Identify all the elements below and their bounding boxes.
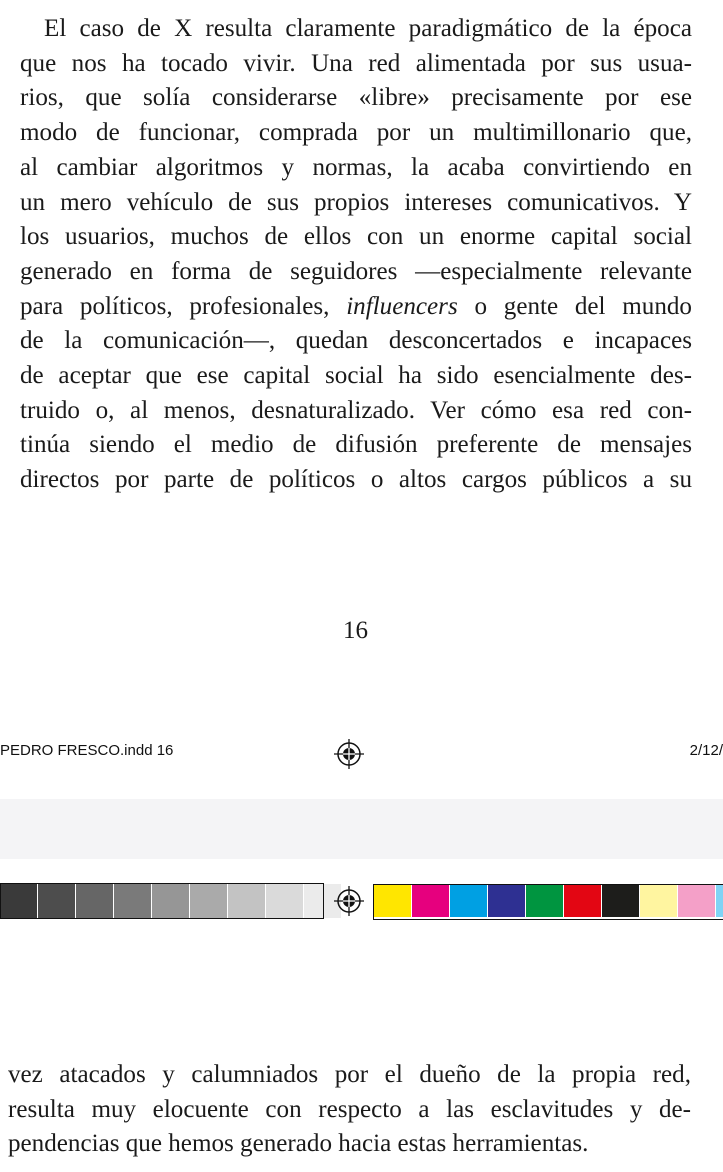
slug-date: 2/12/: [689, 742, 723, 759]
gray-swatch: [0, 884, 38, 918]
color-swatch: [488, 885, 526, 917]
text-line: El caso de X resulta claramente paradigmático de la época: [44, 15, 692, 42]
text-line: de la comunicación—, quedan desconcertados e incapaces: [20, 327, 692, 355]
gray-swatch: [266, 884, 304, 918]
page-gap: [0, 799, 723, 859]
grayscale-control-strip: [0, 884, 342, 918]
color-swatch: [564, 885, 602, 917]
slug-file-name: PEDRO FRESCO.indd 16: [0, 742, 174, 759]
text-line-with-italic: [20, 290, 692, 325]
color-swatch: [374, 885, 412, 917]
text-line: directos por parte de políticos o altos cargos públicos a su: [20, 466, 692, 494]
gray-swatch: [190, 884, 228, 918]
gray-swatch: [38, 884, 76, 918]
text-segment: para políticos, profesionales,: [20, 292, 347, 320]
gray-swatch: [152, 884, 190, 918]
text-line: truido o, al menos, desnaturalizado. Ver cómo esa red con-: [20, 396, 692, 424]
page-number: 16: [343, 617, 368, 644]
text-segment: o gente del mundo: [457, 292, 692, 320]
color-swatch: [640, 885, 678, 917]
text-line: tinúa siendo el medio de difusión preferente de mensajes: [20, 431, 692, 459]
text-line: generado en forma de seguidores —especialmente relevante: [20, 257, 692, 285]
body-paragraph: [20, 12, 692, 498]
text-line: rios, que solía considerarse «libre» precisamente por ese: [20, 84, 692, 112]
italic-term: influencers: [346, 292, 458, 320]
color-swatch: [716, 885, 723, 917]
text-line: un mero vehículo de sus propios intereses comunicativos. Y: [20, 188, 692, 216]
next-page-text: [8, 1058, 691, 1162]
gray-swatch: [114, 884, 152, 918]
gray-swatch: [76, 884, 114, 918]
gray-swatch: [228, 884, 266, 918]
color-swatch: [450, 885, 488, 917]
text-line: los usuarios, muchos de ellos con un enorme capital social: [20, 223, 692, 251]
color-control-strip: [373, 884, 723, 920]
text-line: modo de funcionar, comprada por un multimillonario que,: [20, 119, 692, 147]
color-swatch: [526, 885, 564, 917]
registration-mark-icon: [334, 739, 364, 769]
registration-mark-icon: [334, 886, 364, 916]
text-line: de aceptar que ese capital social ha sido esencialmente des-: [20, 362, 692, 390]
color-swatch: [412, 885, 450, 917]
text-line: que nos ha tocado vivir. Una red alimentada por sus usua-: [20, 49, 692, 77]
color-swatch: [602, 885, 640, 917]
text-line: pendencias que hemos generado hacia estas herramientas.: [8, 1130, 589, 1158]
color-swatch: [678, 885, 716, 917]
text-line: al cambiar algoritmos y normas, la acaba convirtiendo en: [20, 153, 692, 181]
text-line: resulta muy elocuente con respecto a las esclavitudes y de-: [8, 1095, 691, 1123]
text-line: vez atacados y calumniados por el dueño de la propia red,: [8, 1061, 691, 1088]
